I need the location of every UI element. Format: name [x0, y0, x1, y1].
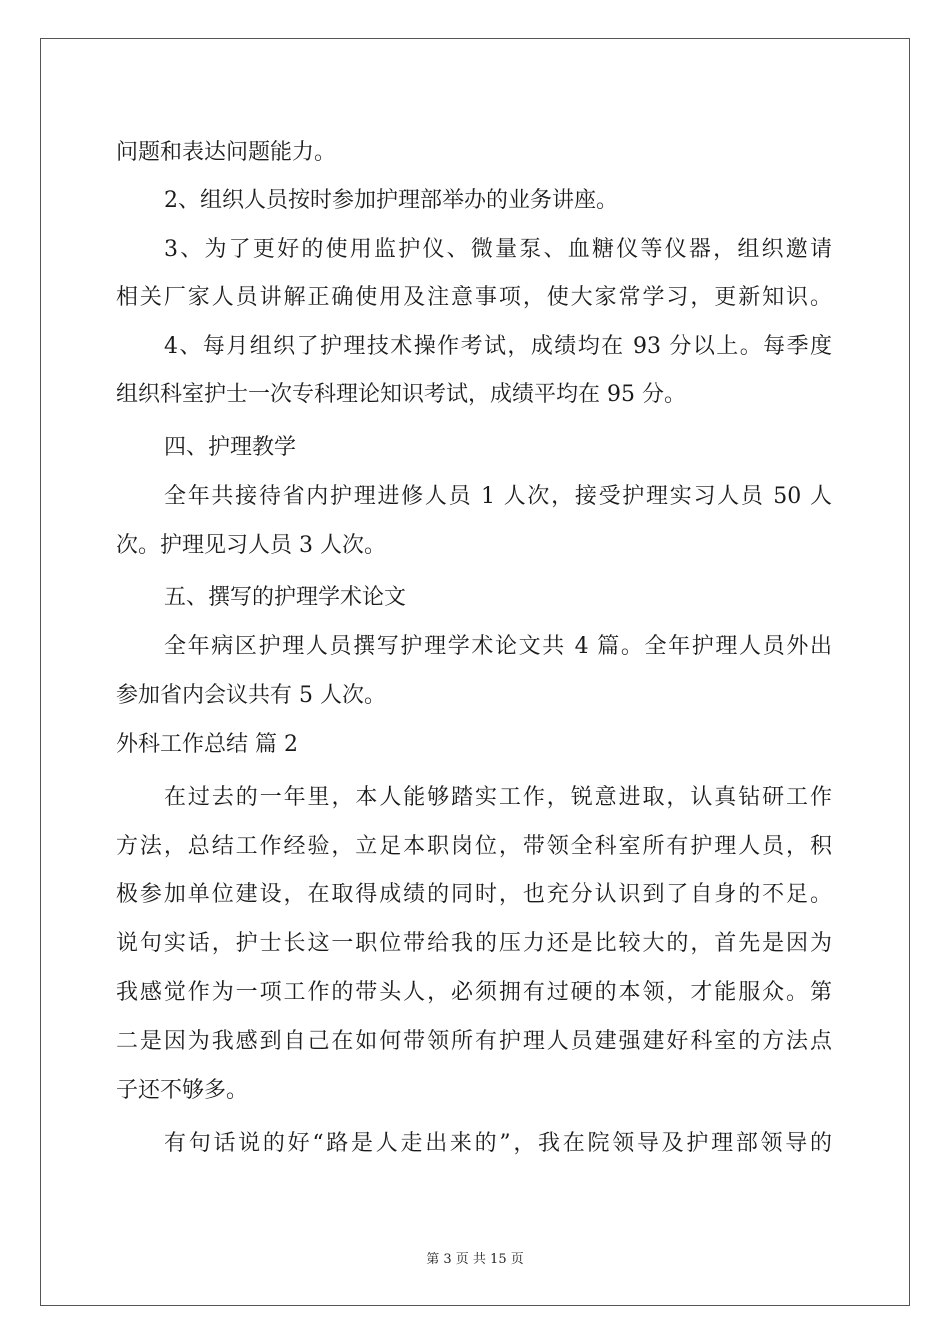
text-line-17: 说句实话，护士长这一职位带给我的压力还是比较大的，首先是因为 — [116, 931, 832, 956]
section-heading-teaching: 四、护理教学 — [164, 435, 297, 460]
text-line-1: 问题和表达问题能力。 — [116, 140, 337, 165]
text-line-2: 2、组织人员按时参加护理部举办的业务讲座。 — [164, 188, 618, 213]
page-border — [40, 38, 910, 1306]
text-line-15: 方法，总结工作经验，立足本职岗位，带领全科室所有护理人员，积 — [116, 834, 832, 859]
article-title: 外科工作总结 篇 2 — [116, 732, 298, 757]
text-line-16: 极参加单位建设，在取得成绩的同时，也充分认识到了自身的不足。 — [116, 882, 832, 907]
text-line-14: 在过去的一年里，本人能够踏实工作，锐意进取，认真钻研工作 — [164, 785, 832, 810]
text-line-5: 4、每月组织了护理技术操作考试，成绩均在 93 分以上。每季度 — [164, 334, 832, 359]
text-line-18: 我感觉作为一项工作的带头人，必须拥有过硬的本领，才能服众。第 — [116, 980, 832, 1005]
text-line-12: 参加省内会议共有 5 人次。 — [116, 683, 386, 708]
section-heading-papers: 五、撰写的护理学术论文 — [164, 585, 407, 610]
text-line-19: 二是因为我感到自己在如何带领所有护理人员建强建好科室的方法点 — [116, 1029, 832, 1054]
text-line-21: 有句话说的好“路是人走出来的”，我在院领导及护理部领导的 — [164, 1131, 832, 1156]
text-line-6: 组织科室护士一次专科理论知识考试，成绩平均在 95 分。 — [116, 382, 686, 407]
text-line-4: 相关厂家人员讲解正确使用及注意事项，使大家常学习，更新知识。 — [116, 285, 832, 310]
text-line-11: 全年病区护理人员撰写护理学术论文共 4 篇。全年护理人员外出 — [164, 634, 832, 659]
text-line-20: 子还不够多。 — [116, 1078, 249, 1103]
page-number-footer: 第 3 页 共 15 页 — [426, 1252, 524, 1267]
text-line-3: 3、为了更好的使用监护仪、微量泵、血糖仪等仪器，组织邀请 — [164, 237, 832, 262]
text-line-9: 次。护理见习人员 3 人次。 — [116, 533, 386, 558]
text-line-8: 全年共接待省内护理进修人员 1 人次，接受护理实习人员 50 人 — [164, 484, 832, 509]
